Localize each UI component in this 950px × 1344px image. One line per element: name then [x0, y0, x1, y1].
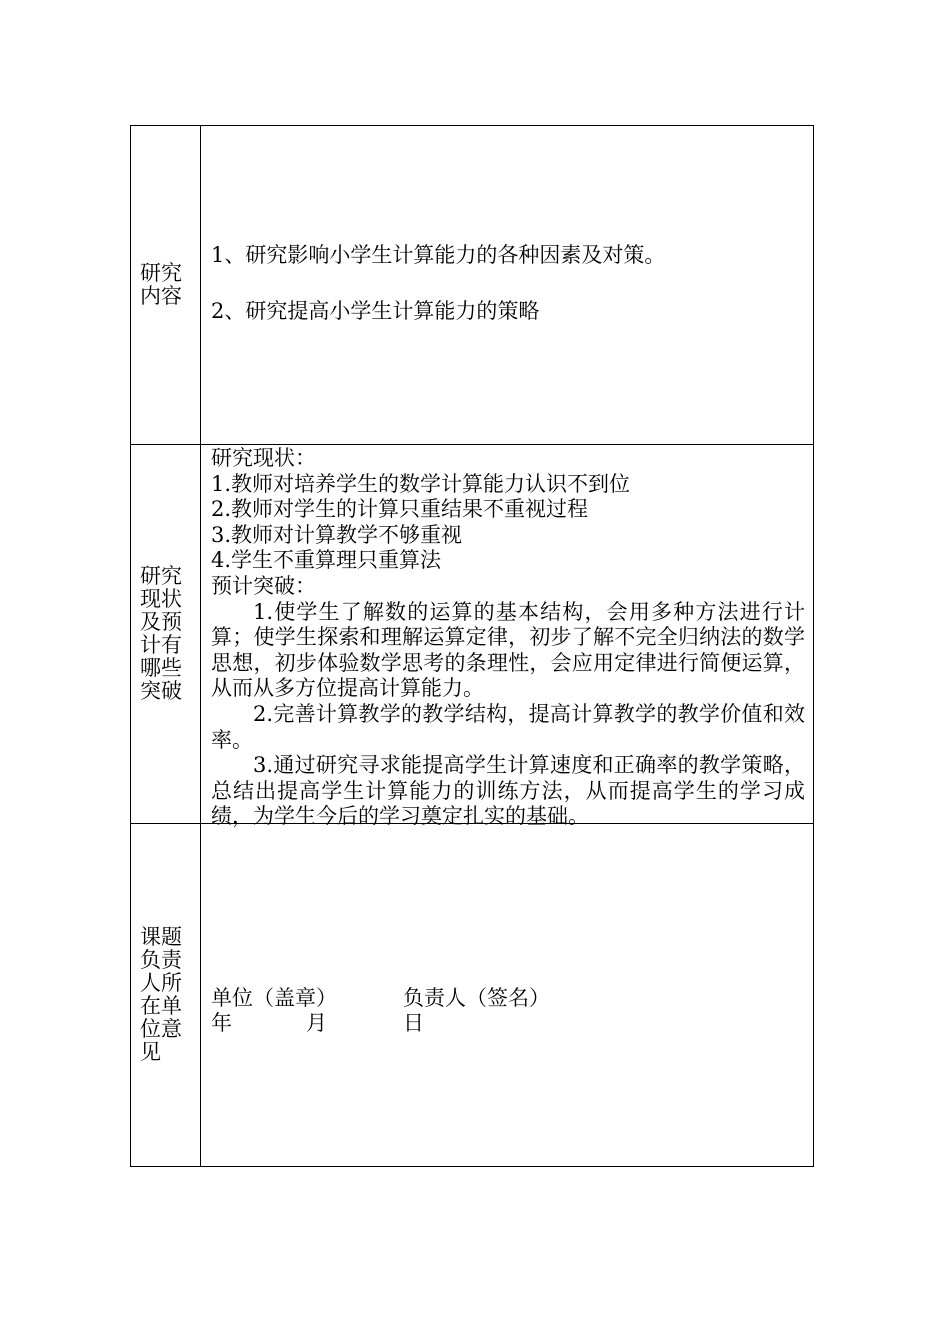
status-item: 4.学生不重算理只重算法	[211, 548, 442, 573]
application-form-table	[130, 125, 814, 1167]
signature-block	[201, 986, 813, 1036]
unit-opinion-label: 课题负责人所在单位意见	[140, 925, 182, 1064]
research-content-label: 研究内容	[140, 261, 182, 308]
unit-opinion-cell	[201, 824, 814, 1167]
status-breakthrough-text	[211, 446, 805, 830]
status-breakthrough-label-cell	[131, 445, 201, 824]
breakthrough-item: 1.使学生了解数的运算的基本结构，会用多种方法进行计算；使学生探索和理解运算定律，初步了解不完全归纳法的数学思想，初步体验数学思考的条理性，会应用定律进行简便运算，从而从多方位提高计算能力。	[211, 599, 805, 701]
breakthrough-item: 2.完善计算教学的教学结构，提高计算教学的教学价值和效率。	[211, 701, 805, 752]
research-content-list	[201, 242, 813, 324]
status-breakthrough-row	[131, 445, 814, 824]
leader-sign-label: 负责人（签名）	[403, 986, 550, 1010]
day-label: 日	[403, 1011, 424, 1035]
research-content-item: 1、研究影响小学生计算能力的各种因素及对策。	[211, 242, 666, 267]
month-label: 月	[306, 1011, 327, 1035]
research-content-row	[131, 126, 814, 445]
signature-line	[211, 986, 813, 1011]
breakthrough-heading: 预计突破：	[211, 573, 316, 598]
research-content-item: 2、研究提高小学生计算能力的策略	[211, 298, 540, 323]
breakthrough-item: 3.通过研究寻求能提高学生计算速度和正确率的教学策略，总结出提高学生计算能力的训练方法，从而提高学生的学习成绩，为学生今后的学习奠定扎实的基础。	[211, 753, 805, 829]
status-breakthrough-cell	[201, 445, 814, 829]
unit-opinion-row	[131, 824, 814, 1167]
research-content-label-cell	[131, 126, 201, 445]
unit-seal-label: 单位（盖章）	[211, 986, 337, 1010]
research-content-cell	[201, 126, 814, 445]
status-breakthrough-label: 研究现状及预计有哪些突破	[140, 564, 182, 703]
status-item: 1.教师对培养学生的数学计算能力认识不到位	[211, 471, 631, 496]
status-item: 3.教师对计算教学不够重视	[211, 522, 463, 547]
status-item: 2.教师对学生的计算只重结果不重视过程	[211, 497, 589, 522]
year-label: 年	[211, 1011, 232, 1035]
unit-opinion-label-cell	[131, 824, 201, 1167]
date-line	[211, 1011, 813, 1036]
status-heading: 研究现状：	[211, 446, 316, 470]
